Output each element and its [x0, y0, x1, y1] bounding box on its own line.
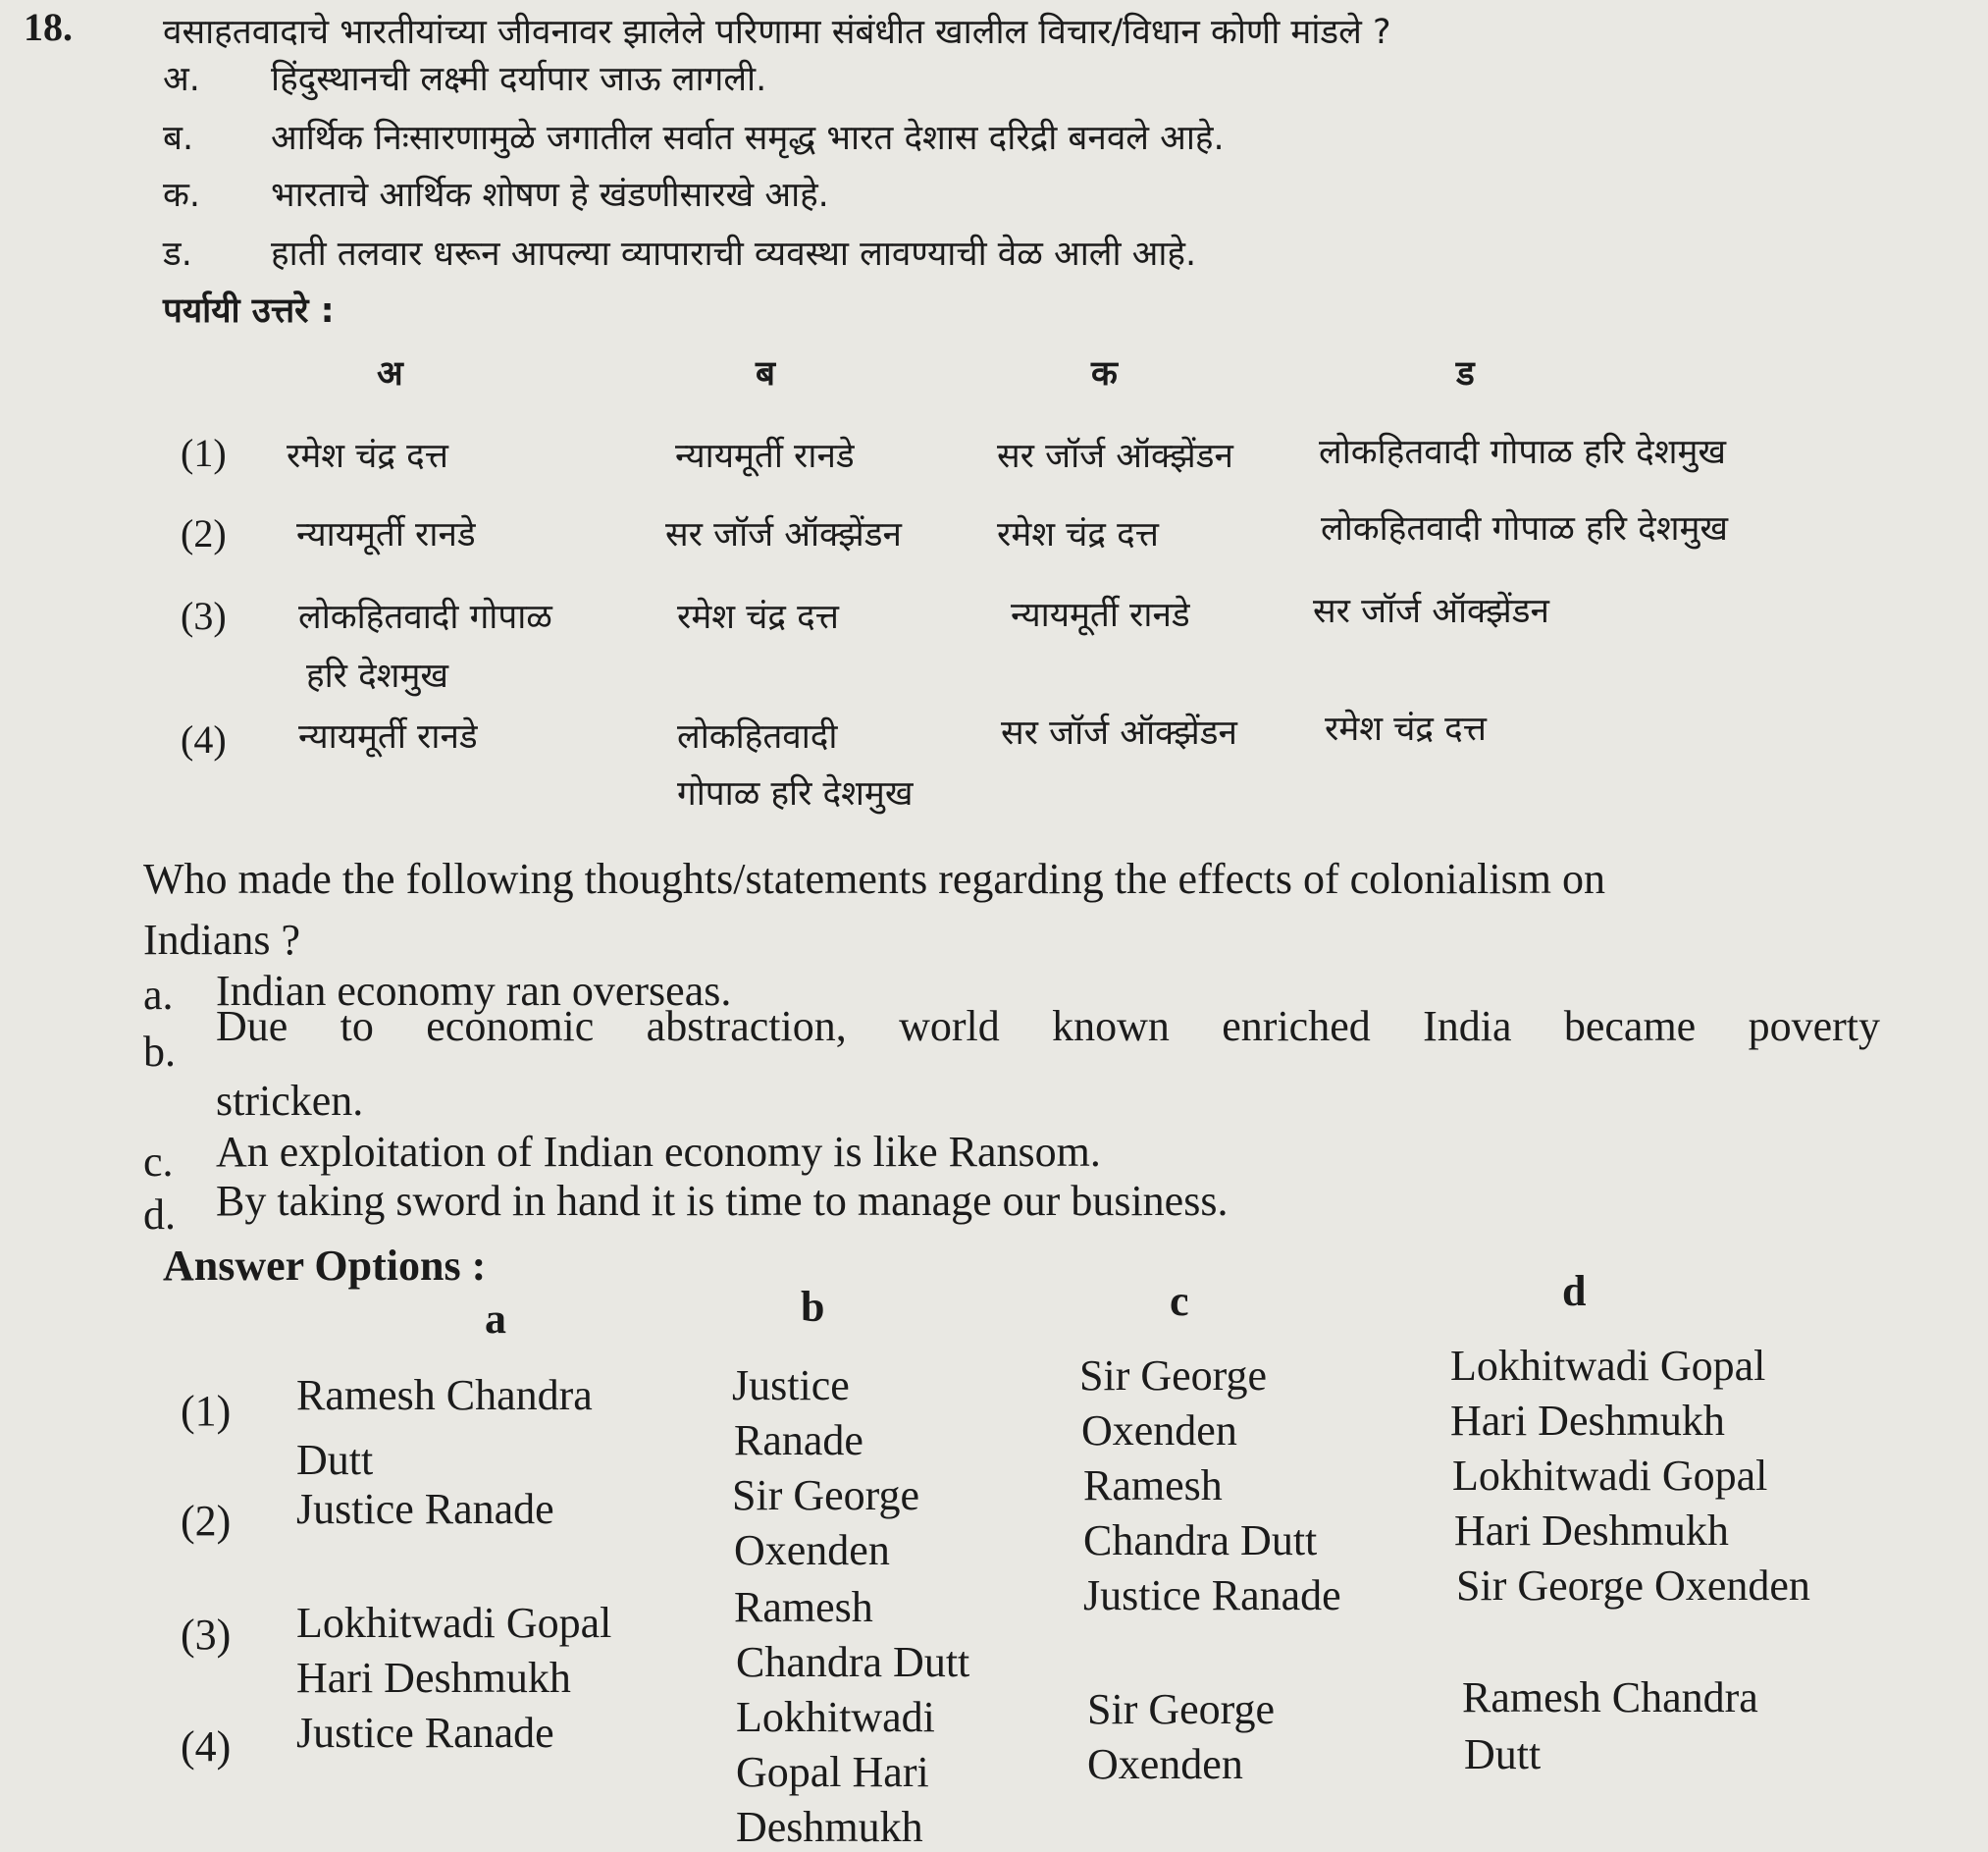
english-statement-text: Indian economy ran overseas.: [216, 967, 732, 1015]
marathi-statement-text: भारताचे आर्थिक शोषण हे खंडणीसारखे आहे.: [271, 176, 829, 215]
english-option-d: Lokhitwadi Gopal: [1450, 1342, 1766, 1390]
marathi-statement-text: आर्थिक निःसारणामुळे जगातील सर्वात समृद्ध भारत देशास दरिद्री बनवले आहे.: [271, 119, 1225, 158]
english-prompt-line: Who made the following thoughts/statements regarding the effects of colonialism on: [143, 855, 1605, 903]
english-options-heading: Answer Options :: [163, 1242, 487, 1290]
english-statement-label: c.: [143, 1138, 174, 1186]
english-option-b: Oxenden: [734, 1526, 890, 1574]
english-option-d: Hari Deshmukh: [1450, 1397, 1725, 1445]
english-statement-label: d.: [143, 1191, 176, 1239]
question-number: 18.: [24, 5, 73, 49]
english-column-header: a: [485, 1295, 506, 1343]
english-option-c: Oxenden: [1087, 1740, 1243, 1788]
marathi-option-c: सर जॉर्ज ऑक्झेंडन: [1001, 714, 1237, 753]
marathi-option-a: न्यायमूर्ती रानडे: [298, 717, 478, 757]
marathi-option-a: हरि देशमुख: [306, 657, 449, 696]
english-statement-label: a.: [143, 971, 174, 1019]
english-column-header: b: [801, 1283, 825, 1331]
english-option-c: Sir George: [1087, 1685, 1276, 1733]
marathi-option-a: न्यायमूर्ती रानडे: [296, 515, 476, 555]
english-statement-text: By taking sword in hand it is time to manage our business.: [216, 1177, 1229, 1225]
english-option-number: (2): [181, 1497, 232, 1545]
english-option-b: Chandra Dutt: [736, 1638, 970, 1686]
english-prompt-line: Indians ?: [143, 916, 301, 964]
english-option-b: Ranade: [734, 1416, 863, 1464]
marathi-option-d: लोकहितवादी गोपाळ हरि देशमुख: [1321, 509, 1729, 549]
marathi-column-header: अ: [377, 354, 403, 394]
marathi-option-b: सर जॉर्ज ऑक्झेंडन: [665, 515, 902, 555]
english-option-b: Sir George: [732, 1471, 920, 1519]
english-column-header: c: [1170, 1277, 1189, 1325]
english-option-d: Ramesh Chandra: [1462, 1673, 1758, 1721]
marathi-statement-label: अ.: [163, 60, 200, 99]
english-option-c: Chandra Dutt: [1083, 1516, 1318, 1564]
english-statement-text: Due to economic abstraction, world known enriched India became poverty: [216, 1002, 1880, 1050]
english-option-d: Hari Deshmukh: [1454, 1507, 1729, 1555]
english-option-number: (1): [181, 1387, 232, 1435]
marathi-prompt: वसाहतवादाचे भारतीयांच्या जीवनावर झालेले परिणामा संबंधीत खालील विचार/विधान कोणी मांडले ?: [163, 13, 1391, 52]
marathi-option-number: (1): [181, 431, 227, 475]
english-option-b: Justice: [732, 1361, 850, 1409]
marathi-option-b: न्यायमूर्ती रानडे: [675, 437, 855, 476]
marathi-option-c: रमेश चंद्र दत्त: [997, 515, 1159, 555]
marathi-option-c: न्यायमूर्ती रानडे: [1011, 596, 1190, 635]
english-option-a: Justice Ranade: [296, 1485, 554, 1533]
marathi-statement-label: ब.: [163, 119, 194, 158]
english-option-number: (4): [181, 1722, 232, 1771]
english-statement-text: An exploitation of Indian economy is like Ransom.: [216, 1128, 1101, 1176]
english-option-b: Ramesh: [734, 1583, 873, 1631]
english-option-c: Oxenden: [1081, 1406, 1237, 1455]
marathi-option-d: सर जॉर्ज ऑक्झेंडन: [1313, 592, 1549, 631]
english-option-a: Justice Ranade: [296, 1709, 554, 1757]
english-option-d: Dutt: [1464, 1730, 1542, 1778]
marathi-column-header: ब: [756, 354, 775, 394]
marathi-option-a: लोकहितवादी गोपाळ: [298, 598, 552, 637]
marathi-statement-label: क.: [163, 176, 201, 215]
english-option-d: Sir George Oxenden: [1456, 1561, 1810, 1610]
english-option-b: Deshmukh: [736, 1803, 923, 1851]
marathi-option-d: रमेश चंद्र दत्त: [1325, 710, 1487, 749]
marathi-column-header: ड: [1456, 354, 1475, 394]
marathi-option-b: गोपाळ हरि देशमुख: [677, 774, 914, 814]
english-option-a: Dutt: [296, 1436, 374, 1484]
marathi-option-b: रमेश चंद्र दत्त: [677, 598, 839, 637]
english-option-number: (3): [181, 1611, 232, 1659]
english-option-b: Gopal Hari: [736, 1748, 929, 1796]
marathi-statement-label: ड.: [163, 235, 192, 274]
english-option-c: Justice Ranade: [1083, 1571, 1341, 1619]
english-column-header: d: [1562, 1267, 1587, 1315]
english-statement-label: b.: [143, 1028, 176, 1076]
english-option-a: Lokhitwadi Gopal: [296, 1599, 612, 1647]
english-option-a: Ramesh Chandra: [296, 1371, 593, 1419]
english-option-d: Lokhitwadi Gopal: [1452, 1452, 1768, 1500]
marathi-option-number: (4): [181, 717, 227, 762]
marathi-statement-text: हाती तलवार धरून आपल्या व्यापाराची व्यवस्था लावण्याची वेळ आली आहे.: [271, 235, 1197, 274]
english-option-c: Sir George: [1079, 1351, 1268, 1400]
english-statement-text: stricken.: [216, 1077, 364, 1125]
marathi-option-d: लोकहितवादी गोपाळ हरि देशमुख: [1319, 433, 1727, 472]
english-option-c: Ramesh: [1083, 1461, 1223, 1509]
english-option-b: Lokhitwadi: [736, 1693, 935, 1741]
marathi-option-b: लोकहितवादी: [677, 717, 838, 757]
english-option-a: Hari Deshmukh: [296, 1654, 571, 1702]
marathi-option-a: रमेश चंद्र दत्त: [287, 437, 448, 476]
marathi-option-number: (2): [181, 511, 227, 556]
marathi-column-header: क: [1091, 354, 1118, 394]
marathi-options-heading: पर्यायी उत्तरे :: [163, 291, 335, 331]
marathi-option-number: (3): [181, 594, 227, 638]
marathi-statement-text: हिंदुस्थानची लक्ष्मी दर्यापार जाऊ लागली.: [271, 60, 767, 99]
marathi-option-c: सर जॉर्ज ऑक्झेंडन: [997, 437, 1233, 476]
